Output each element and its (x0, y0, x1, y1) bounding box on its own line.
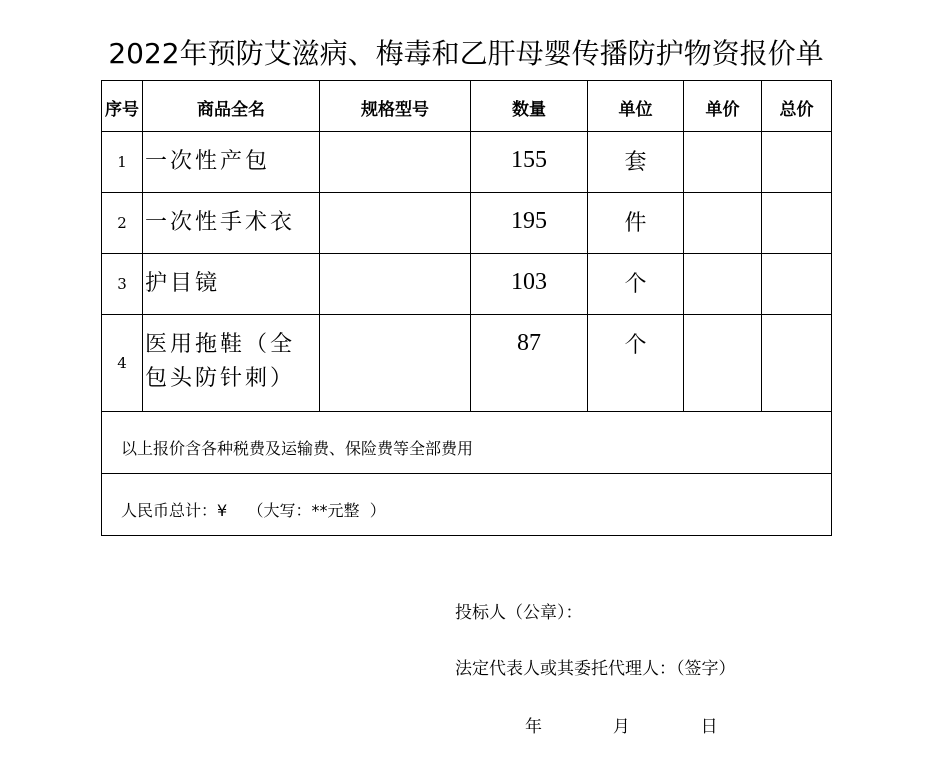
cell-seq: 1 (102, 132, 143, 193)
cell-seq: 4 (102, 315, 143, 412)
cell-unit-price (684, 315, 762, 412)
cell-total-price (762, 132, 832, 193)
header-unit: 单位 (588, 81, 684, 132)
cell-spec (320, 315, 471, 412)
date-line (525, 712, 718, 737)
total-amount-line: 人民币总计：¥ （大写：**元整 ） (102, 474, 832, 536)
header-seq: 序号 (102, 81, 143, 132)
table-row (102, 315, 832, 412)
cell-unit: 套 (588, 132, 684, 193)
table-header-row (102, 81, 832, 132)
cell-product-name: 护目镜 (143, 254, 320, 315)
cell-unit: 件 (588, 193, 684, 254)
cell-seq: 3 (102, 254, 143, 315)
header-quantity: 数量 (471, 81, 588, 132)
total-row (102, 474, 832, 536)
header-unit-price: 单价 (684, 81, 762, 132)
date-year-label: 年 (525, 717, 542, 737)
bidder-seal-label: 投标人（公章）： (455, 603, 583, 623)
cell-unit-price (684, 193, 762, 254)
cell-quantity: 195 (471, 193, 588, 254)
cell-unit-price (684, 254, 762, 315)
quotation-table (101, 80, 832, 536)
header-product-name: 商品全名 (143, 81, 320, 132)
cell-total-price (762, 315, 832, 412)
date-day-label: 日 (700, 717, 718, 737)
cell-product-name: 医用拖鞋（全包头防针刺） (143, 315, 320, 412)
cell-quantity: 87 (471, 315, 588, 412)
cell-quantity: 155 (471, 132, 588, 193)
table-row (102, 254, 832, 315)
representative-signature-label: 法定代表人或其委托代理人：（签字） (455, 659, 736, 679)
header-total-price: 总价 (762, 81, 832, 132)
table-row (102, 193, 832, 254)
cell-spec (320, 132, 471, 193)
cell-quantity: 103 (471, 254, 588, 315)
cell-seq: 2 (102, 193, 143, 254)
cell-spec (320, 254, 471, 315)
cell-unit: 个 (588, 315, 684, 412)
cell-unit: 个 (588, 254, 684, 315)
date-month-label: 月 (612, 717, 630, 737)
note-row (102, 412, 832, 474)
cell-total-price (762, 193, 832, 254)
header-spec-model: 规格型号 (320, 81, 471, 132)
cell-unit-price (684, 132, 762, 193)
table-row (102, 132, 832, 193)
cell-product-name: 一次性手术衣 (143, 193, 320, 254)
price-note: 以上报价含各种税费及运输费、保险费等全部费用 (102, 412, 832, 474)
document-title: 2022年预防艾滋病、梅毒和乙肝母婴传播防护物资报价单 (108, 37, 824, 70)
cell-total-price (762, 254, 832, 315)
cell-product-name: 一次性产包 (143, 132, 320, 193)
cell-spec (320, 193, 471, 254)
